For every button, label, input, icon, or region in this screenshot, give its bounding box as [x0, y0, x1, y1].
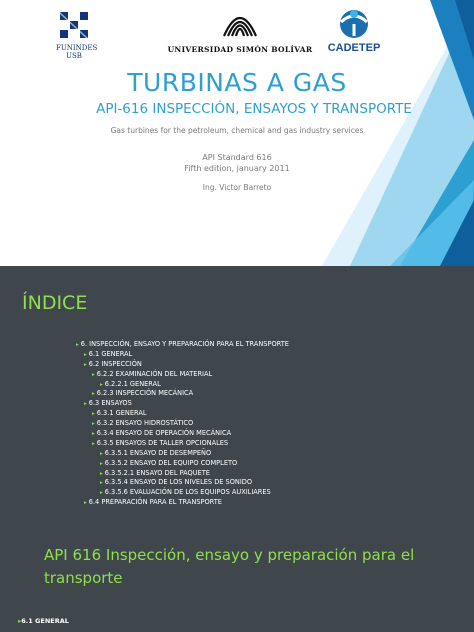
- toc-item: [76, 439, 289, 449]
- toc-item: [76, 370, 289, 380]
- toc-item: [76, 399, 289, 409]
- bullet-arrow-icon: ▸: [92, 371, 95, 378]
- toc-item: [76, 389, 289, 399]
- bullet-arrow-icon: ▸: [18, 617, 22, 625]
- bullet-arrow-icon: ▸: [84, 351, 87, 358]
- toc-item: [76, 488, 289, 498]
- toc-item: [76, 360, 289, 370]
- funindes-logo-icon: [56, 10, 92, 40]
- slide-subtitle: API-616 INSPECCIÓN, ENSAYOS Y TRANSPORTE: [96, 101, 412, 117]
- toc-item-label: 6.3.5.6 EVALUACIÓN DE LOS EQUIPOS AUXILIARES: [104, 488, 271, 497]
- toc-item: [76, 459, 289, 469]
- toc-item-label: 6.3.2 ENSAYO HIDROSTÁTICO: [96, 419, 194, 428]
- funindes-logo: [56, 10, 98, 60]
- toc-item-label: 6.2.3 INSPECCIÓN MECÁNICA: [96, 389, 194, 398]
- content-slide: [0, 536, 474, 632]
- toc-item-label: 6.3.5.1 ENSAYO DE DESEMPEÑO: [104, 448, 212, 457]
- toc-item: [76, 469, 289, 479]
- bullet-arrow-icon: ▸: [92, 431, 95, 438]
- toc-item-label: 6. INSPECCIÓN, ENSAYO Y PREPARACIÓN PARA EL TRANSPORTE: [80, 340, 289, 348]
- toc-item-label: 6.2.2.1 GENERAL: [104, 379, 161, 388]
- toc-item-label: 6.3.5.2 ENSAYO DEL EQUIPO COMPLETO: [104, 458, 238, 467]
- slide-title: TURBINAS A GAS: [127, 68, 347, 97]
- toc-item: [76, 419, 289, 429]
- toc-item-label: 6.3.5.2.1 ENSAYO DEL PAQUETE: [104, 468, 210, 477]
- toc-item: [76, 350, 289, 360]
- bullet-arrow-icon: ▸: [76, 342, 79, 348]
- toc-item: [76, 449, 289, 459]
- toc-item-label: 6.2.2 EXAMINACIÓN DEL MATERIAL: [96, 369, 213, 378]
- toc-item: [76, 478, 289, 488]
- index-slide: [0, 266, 474, 536]
- standard-edition: Fifth edition, january 2011: [184, 164, 290, 173]
- bullet-arrow-icon: ▸: [92, 421, 95, 428]
- bullet-arrow-icon: ▸: [84, 500, 87, 507]
- table-of-contents: [76, 340, 289, 508]
- standard-name: API Standard 616: [202, 153, 272, 162]
- bullet-arrow-icon: ▸: [100, 460, 103, 467]
- author-name: Ing. Victor Barreto: [202, 183, 272, 192]
- list-item-label: 6.1 GENERAL: [21, 617, 69, 625]
- bullet-arrow-icon: ▸: [100, 450, 103, 457]
- usb-logo-text: UNIVERSIDAD SIMÓN BOLÍVAR: [167, 45, 313, 54]
- cadetep-logo: [324, 8, 384, 54]
- toc-item-label: 6.3 ENSAYOS: [88, 399, 132, 408]
- index-title: ÍNDICE: [22, 292, 88, 314]
- toc-item: [76, 409, 289, 419]
- bullet-arrow-icon: ▸: [92, 391, 95, 398]
- toc-item-label: 6.4 PREPARACIÓN PARA EL TRANSPORTE: [88, 498, 222, 507]
- bullet-arrow-icon: ▸: [100, 480, 103, 487]
- bullet-arrow-icon: ▸: [100, 490, 103, 497]
- toc-item-label: 6.3.5.4 ENSAYO DE LOS NIVELES DE SONIDO: [104, 478, 253, 487]
- toc-item-label: 6.2 INSPECCIÓN: [88, 359, 142, 368]
- toc-item: [76, 380, 289, 390]
- toc-item-label: 6.3.5 ENSAYOS DE TALLER OPCIONALES: [96, 438, 229, 447]
- toc-item: [76, 340, 289, 350]
- bullet-arrow-icon: ▸: [100, 381, 103, 388]
- title-slide: [0, 0, 474, 266]
- usb-logo: [150, 6, 330, 54]
- bullet-arrow-icon: ▸: [84, 401, 87, 408]
- toc-item-label: 6.3.1 GENERAL: [96, 409, 147, 418]
- bullet-arrow-icon: ▸: [92, 411, 95, 418]
- bullet-arrow-icon: ▸: [100, 470, 103, 477]
- toc-item-label: 6.1 GENERAL: [88, 349, 133, 358]
- cadetep-logo-text: CADETEP: [327, 42, 381, 54]
- funindes-logo-text: FUNINDES USB: [56, 44, 98, 60]
- toc-item-label: 6.3.4 ENSAYO DE OPERACIÓN MECÁNICA: [96, 429, 232, 438]
- list-item: [18, 617, 69, 625]
- toc-item: [76, 498, 289, 508]
- usb-logo-icon: [220, 6, 260, 40]
- bullet-arrow-icon: ▸: [92, 440, 95, 447]
- content-slide-title: API 616 Inspección, ensayo y preparación para el transporte: [44, 546, 415, 587]
- slide-description: Gas turbines for the petroleum, chemical and gas industry services: [110, 126, 364, 135]
- bullet-arrow-icon: ▸: [84, 361, 87, 368]
- cadetep-logo-icon: [329, 8, 379, 40]
- toc-item: [76, 429, 289, 439]
